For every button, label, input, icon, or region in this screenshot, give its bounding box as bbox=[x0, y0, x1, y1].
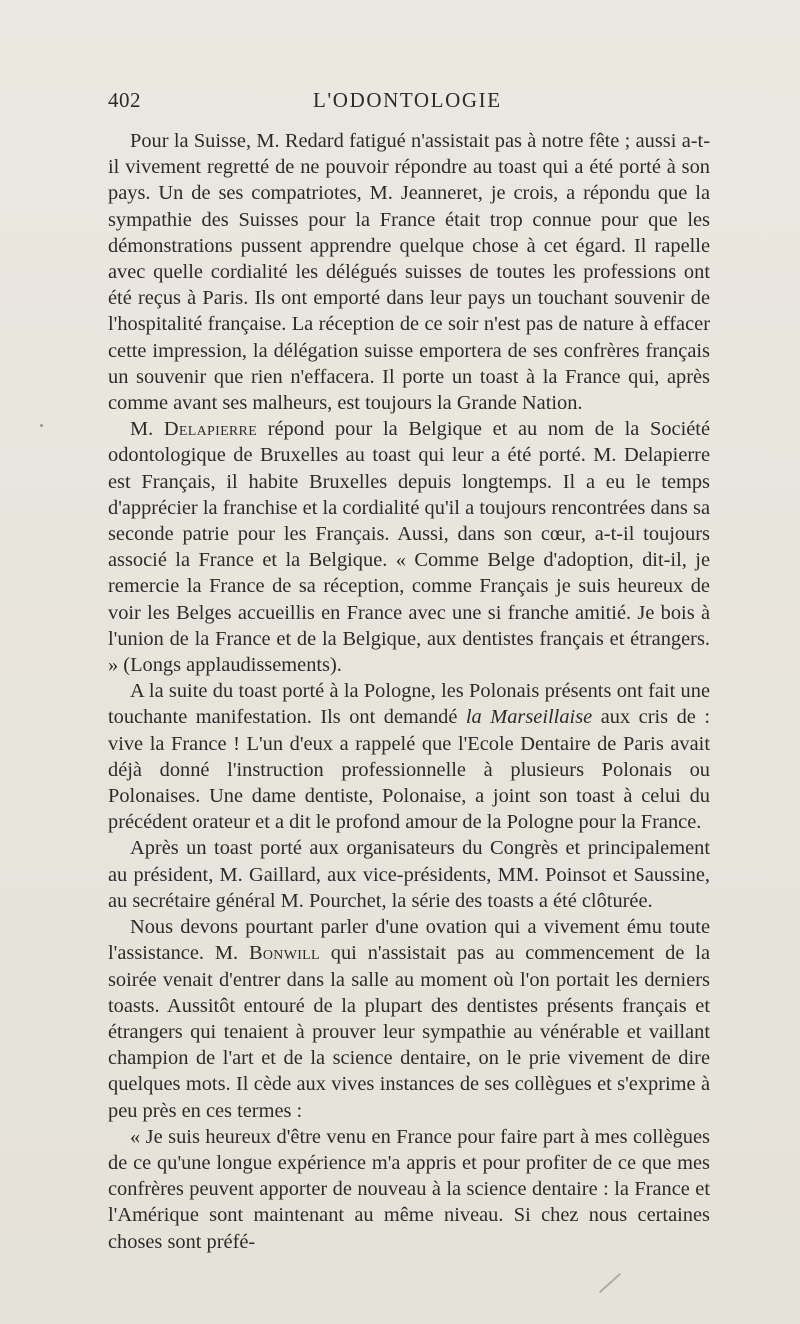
body-text bbox=[108, 128, 710, 1255]
pencil-mark bbox=[599, 1273, 621, 1293]
page-number: 402 bbox=[108, 88, 141, 112]
text-run: A la suite du toast porté à la Pologne, les Polonais présents ont fait une touchante manifestation. Ils ont demandé bbox=[108, 680, 710, 729]
running-title: L'ODONTOLOGIE bbox=[313, 88, 502, 112]
page-header bbox=[108, 88, 710, 118]
text-run: Nous devons pourtant parler d'une ovation qui a vivement ému toute l'assistance. M. bbox=[108, 916, 710, 965]
text-run: aux cris de : vive la France ! L'un d'eux a rappelé que l'Ecole Dentaire de Paris avait déjà donné l'instruction professionnelle à plusieurs Polonais ou Polonaises. Une dame dentiste, Polonaise, a joint son toast à celui du précédent orateur et a dit le profond amour de la Pologne pour la France. bbox=[108, 706, 710, 834]
text-run: qui n'assistait pas au commencement de la soirée venait d'entrer dans la salle au moment où l'on portait les derniers toasts. Aussitôt entouré de la plupart des dentistes présents français et étrangers qui tenaient à prouver leur sympathie au vénérable et vaillant champion de l'art et de la science dentaire, on le prie vivement de dire quelques mots. Il cède aux vives instances de ses collègues et s'exprime à peu près en ces termes : bbox=[108, 942, 710, 1122]
paragraph-bonwill-ovation bbox=[108, 914, 710, 1124]
speaker-name-bonwill: Bonwill bbox=[248, 942, 320, 965]
paragraph-bonwill-speech: « Je suis heureux d'être venu en France pour faire part à mes collègues de ce qu'une longue expérience m'a appris et pour profiter de ce que mes confrères peuvent apporter de nouveau à la science dentaire : la France et l'Amérique sont maintenant au même niveau. Si chez nous certaines choses sont préfé- bbox=[108, 1125, 710, 1253]
paragraph-swiss-toast: Pour la Suisse, M. Redard fatigué n'assistait pas à notre fête ; aussi a-t-il vivement regretté de ne pouvoir répondre au toast qui a été porté à son pays. Un de ses compatriotes, M. Jeanneret, je crois, a répondu que la sympathie des Suisses pour la France était trop connue pour que les démonstrations pussent apprendre quelque chose à cet égard. Il rapelle avec quelle cordialité les délégués suisses de toutes les professions ont été reçus à Paris. Ils ont emporté dans leur pays un touchant souvenir de l'hospitalité française. La réception de ce soir n'est pas de nature à effacer cette impression, la délégation suisse emportera de ses confrères français un souvenir que rien n'effacera. Il porte un toast à la France qui, après comme avant ses malheurs, est toujours la Grande Nation. bbox=[108, 130, 710, 415]
paragraph-organisers-toast: Après un toast porté aux organisateurs du Congrès et principalement au président, M. Gaillard, aux vice-présidents, MM. Poinsot et Saussine, au secrétaire général M. Pourchet, la série des toasts a été clôturée. bbox=[108, 837, 710, 912]
song-title-marseillaise: la Marseillaise bbox=[465, 706, 593, 729]
text-run: M. bbox=[130, 418, 164, 441]
speaker-name-delapierre: Delapierre bbox=[163, 418, 258, 441]
paragraph-belgian-toast bbox=[108, 416, 710, 678]
paper-spot bbox=[40, 424, 43, 427]
text-run: répond pour la Belgique et au nom de la Société odontologique de Bruxelles au toast qui leur a été porté. M. Delapierre est Français, il habite Bruxelles depuis longtemps. Il a eu le temps d'apprécier la franchise et la cordialité qu'il a toujours rencontrées dans sa seconde patrie pour les Français. Aussi, dans son cœur, a-t-il toujours associé la France et la Belgique. « Comme Belge d'adoption, dit-il, je remercie la France de sa réception, comme Français je suis heureux de voir les Belges accueillis en France avec une si franche amitié. Je bois à l'union de la France et de la Belgique, aux dentistes français et étrangers. » (Longs applaudissements). bbox=[108, 418, 710, 677]
paragraph-polish-toast bbox=[108, 678, 710, 835]
